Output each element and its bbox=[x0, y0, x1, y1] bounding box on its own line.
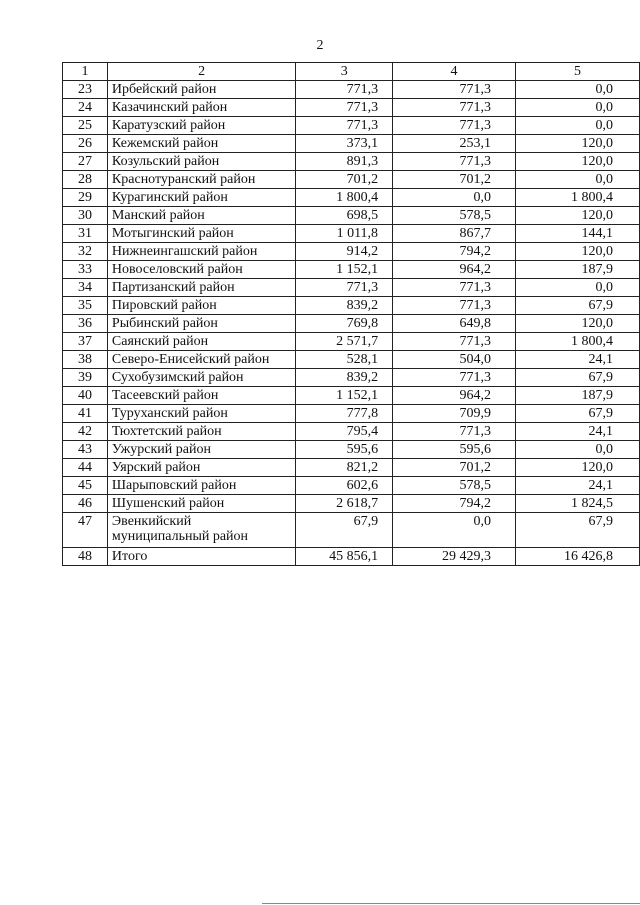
value-col-3: 602,6 bbox=[296, 477, 393, 495]
district-name: Партизанский район bbox=[107, 279, 295, 297]
row-number: 39 bbox=[63, 369, 108, 387]
value-col-5: 120,0 bbox=[515, 315, 639, 333]
table-row bbox=[63, 441, 640, 459]
value-col-4: 964,2 bbox=[393, 261, 516, 279]
district-name: Козульский район bbox=[107, 153, 295, 171]
header-col-1: 1 bbox=[63, 63, 108, 81]
table-row bbox=[63, 477, 640, 495]
value-col-3: 771,3 bbox=[296, 99, 393, 117]
value-col-5: 187,9 bbox=[515, 261, 639, 279]
row-number: 48 bbox=[63, 548, 108, 566]
value-col-4: 771,3 bbox=[393, 423, 516, 441]
row-number: 34 bbox=[63, 279, 108, 297]
district-name: Туруханский район bbox=[107, 405, 295, 423]
row-number: 25 bbox=[63, 117, 108, 135]
value-col-3: 2 618,7 bbox=[296, 495, 393, 513]
value-col-5: 0,0 bbox=[515, 171, 639, 189]
district-name: Курагинский район bbox=[107, 189, 295, 207]
value-col-3: 771,3 bbox=[296, 279, 393, 297]
value-col-5: 1 800,4 bbox=[515, 333, 639, 351]
value-col-3: 2 571,7 bbox=[296, 333, 393, 351]
district-name: Ужурский район bbox=[107, 441, 295, 459]
table-row bbox=[63, 207, 640, 225]
district-name: Уярский район bbox=[107, 459, 295, 477]
value-col-3: 701,2 bbox=[296, 171, 393, 189]
row-number: 23 bbox=[63, 81, 108, 99]
district-name-line-2: муниципальный район bbox=[111, 529, 249, 544]
row-number: 24 bbox=[63, 99, 108, 117]
table-row bbox=[63, 297, 640, 315]
value-col-4: 771,3 bbox=[393, 99, 516, 117]
value-col-3: 1 800,4 bbox=[296, 189, 393, 207]
header-col-5: 5 bbox=[515, 63, 639, 81]
header-col-2: 2 bbox=[107, 63, 295, 81]
value-col-4: 794,2 bbox=[393, 495, 516, 513]
table-row bbox=[63, 117, 640, 135]
value-col-3: 771,3 bbox=[296, 81, 393, 99]
value-col-3: 839,2 bbox=[296, 369, 393, 387]
total-col-3: 45 856,1 bbox=[296, 548, 393, 566]
table-row bbox=[63, 387, 640, 405]
header-col-4: 4 bbox=[393, 63, 516, 81]
value-col-4: 771,3 bbox=[393, 81, 516, 99]
page-number: 2 bbox=[316, 38, 324, 53]
row-number: 43 bbox=[63, 441, 108, 459]
district-name: Тюхтетский район bbox=[107, 423, 295, 441]
value-col-5: 67,9 bbox=[515, 513, 639, 548]
row-number: 36 bbox=[63, 315, 108, 333]
table-row bbox=[63, 369, 640, 387]
value-col-4: 709,9 bbox=[393, 405, 516, 423]
table-row bbox=[63, 459, 640, 477]
district-name: Каратузский район bbox=[107, 117, 295, 135]
district-name: Нижнеингашский район bbox=[107, 243, 295, 261]
value-col-4: 253,1 bbox=[393, 135, 516, 153]
value-col-5: 0,0 bbox=[515, 441, 639, 459]
district-name: Краснотуранский район bbox=[107, 171, 295, 189]
value-col-4: 771,3 bbox=[393, 279, 516, 297]
value-col-5: 120,0 bbox=[515, 207, 639, 225]
row-number: 47 bbox=[63, 513, 108, 548]
value-col-4: 0,0 bbox=[393, 189, 516, 207]
table-row bbox=[63, 243, 640, 261]
row-number: 40 bbox=[63, 387, 108, 405]
table-row bbox=[63, 333, 640, 351]
value-col-5: 120,0 bbox=[515, 153, 639, 171]
value-col-5: 0,0 bbox=[515, 81, 639, 99]
value-col-5: 24,1 bbox=[515, 351, 639, 369]
value-col-3: 595,6 bbox=[296, 441, 393, 459]
value-col-4: 701,2 bbox=[393, 171, 516, 189]
district-name: Сухобузимский район bbox=[107, 369, 295, 387]
value-col-5: 67,9 bbox=[515, 405, 639, 423]
row-number: 28 bbox=[63, 171, 108, 189]
district-name: Ирбейский район bbox=[107, 81, 295, 99]
value-col-5: 67,9 bbox=[515, 297, 639, 315]
value-col-5: 67,9 bbox=[515, 369, 639, 387]
value-col-5: 120,0 bbox=[515, 243, 639, 261]
district-name: Шарыповский район bbox=[107, 477, 295, 495]
total-col-5: 16 426,8 bbox=[515, 548, 639, 566]
table-header-row bbox=[63, 63, 640, 81]
value-col-4: 701,2 bbox=[393, 459, 516, 477]
value-col-4: 771,3 bbox=[393, 369, 516, 387]
value-col-3: 771,3 bbox=[296, 117, 393, 135]
total-label: Итого bbox=[107, 548, 295, 566]
table-row bbox=[63, 153, 640, 171]
total-row bbox=[63, 548, 640, 566]
district-name bbox=[107, 513, 295, 548]
table-row bbox=[63, 225, 640, 243]
value-col-4: 964,2 bbox=[393, 387, 516, 405]
district-name: Северо-Енисейский район bbox=[107, 351, 295, 369]
district-name: Тасеевский район bbox=[107, 387, 295, 405]
row-number: 30 bbox=[63, 207, 108, 225]
row-number: 31 bbox=[63, 225, 108, 243]
value-col-3: 769,8 bbox=[296, 315, 393, 333]
value-col-4: 0,0 bbox=[393, 513, 516, 548]
value-col-4: 794,2 bbox=[393, 243, 516, 261]
row-number: 27 bbox=[63, 153, 108, 171]
value-col-3: 795,4 bbox=[296, 423, 393, 441]
value-col-4: 578,5 bbox=[393, 477, 516, 495]
row-number: 41 bbox=[63, 405, 108, 423]
value-col-5: 24,1 bbox=[515, 423, 639, 441]
table-row bbox=[63, 405, 640, 423]
row-number: 29 bbox=[63, 189, 108, 207]
district-name: Казачинский район bbox=[107, 99, 295, 117]
table-row bbox=[63, 495, 640, 513]
table-row bbox=[63, 81, 640, 99]
value-col-4: 595,6 bbox=[393, 441, 516, 459]
district-name: Саянский район bbox=[107, 333, 295, 351]
table-row bbox=[63, 351, 640, 369]
value-col-5: 144,1 bbox=[515, 225, 639, 243]
value-col-5: 0,0 bbox=[515, 279, 639, 297]
value-col-4: 504,0 bbox=[393, 351, 516, 369]
value-col-3: 698,5 bbox=[296, 207, 393, 225]
value-col-5: 0,0 bbox=[515, 99, 639, 117]
header-col-3: 3 bbox=[296, 63, 393, 81]
value-col-3: 914,2 bbox=[296, 243, 393, 261]
data-table bbox=[62, 62, 640, 566]
value-col-5: 1 824,5 bbox=[515, 495, 639, 513]
district-name: Кежемский район bbox=[107, 135, 295, 153]
total-col-4: 29 429,3 bbox=[393, 548, 516, 566]
table-row bbox=[63, 315, 640, 333]
value-col-3: 528,1 bbox=[296, 351, 393, 369]
value-col-4: 578,5 bbox=[393, 207, 516, 225]
value-col-3: 1 152,1 bbox=[296, 387, 393, 405]
value-col-5: 0,0 bbox=[515, 117, 639, 135]
value-col-3: 891,3 bbox=[296, 153, 393, 171]
value-col-5: 187,9 bbox=[515, 387, 639, 405]
row-number: 42 bbox=[63, 423, 108, 441]
value-col-5: 120,0 bbox=[515, 135, 639, 153]
value-col-3: 67,9 bbox=[296, 513, 393, 548]
value-col-4: 771,3 bbox=[393, 153, 516, 171]
row-number: 32 bbox=[63, 243, 108, 261]
row-number: 37 bbox=[63, 333, 108, 351]
table-row bbox=[63, 261, 640, 279]
district-name-line-1: Эвенкийский bbox=[111, 514, 192, 529]
bottom-divider bbox=[262, 903, 640, 904]
district-name: Рыбинский район bbox=[107, 315, 295, 333]
value-col-4: 649,8 bbox=[393, 315, 516, 333]
row-number: 46 bbox=[63, 495, 108, 513]
value-col-4: 771,3 bbox=[393, 297, 516, 315]
table-row bbox=[63, 513, 640, 548]
value-col-4: 771,3 bbox=[393, 333, 516, 351]
row-number: 45 bbox=[63, 477, 108, 495]
district-name: Новоселовский район bbox=[107, 261, 295, 279]
row-number: 33 bbox=[63, 261, 108, 279]
table-row bbox=[63, 135, 640, 153]
row-number: 26 bbox=[63, 135, 108, 153]
row-number: 38 bbox=[63, 351, 108, 369]
value-col-3: 777,8 bbox=[296, 405, 393, 423]
table-row bbox=[63, 279, 640, 297]
table-row bbox=[63, 189, 640, 207]
value-col-3: 821,2 bbox=[296, 459, 393, 477]
value-col-3: 1 011,8 bbox=[296, 225, 393, 243]
district-name: Манский район bbox=[107, 207, 295, 225]
district-name: Шушенский район bbox=[107, 495, 295, 513]
value-col-3: 373,1 bbox=[296, 135, 393, 153]
table-row bbox=[63, 171, 640, 189]
row-number: 35 bbox=[63, 297, 108, 315]
value-col-3: 839,2 bbox=[296, 297, 393, 315]
district-name: Пировский район bbox=[107, 297, 295, 315]
district-name: Мотыгинский район bbox=[107, 225, 295, 243]
value-col-5: 120,0 bbox=[515, 459, 639, 477]
value-col-4: 867,7 bbox=[393, 225, 516, 243]
table-row bbox=[63, 99, 640, 117]
row-number: 44 bbox=[63, 459, 108, 477]
value-col-5: 24,1 bbox=[515, 477, 639, 495]
value-col-3: 1 152,1 bbox=[296, 261, 393, 279]
table-row bbox=[63, 423, 640, 441]
value-col-4: 771,3 bbox=[393, 117, 516, 135]
value-col-5: 1 800,4 bbox=[515, 189, 639, 207]
